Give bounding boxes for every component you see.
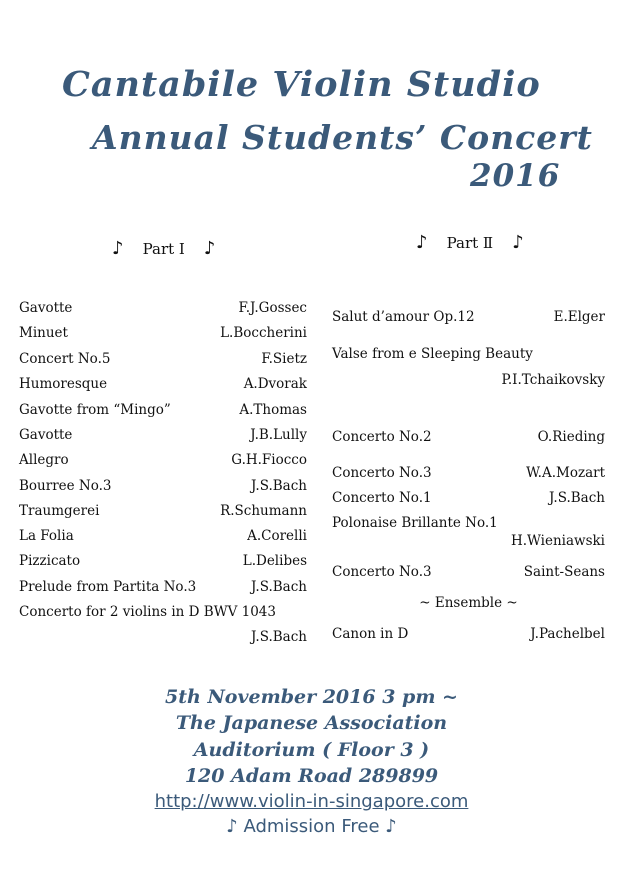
concert-year: 2016 (470, 158, 561, 194)
piece-title: La Folia (19, 528, 74, 544)
composer: J.S.Bach (251, 478, 307, 494)
composer: O.Rieding (537, 429, 605, 445)
website-link[interactable]: http://www.violin-in-singapore.com (154, 791, 469, 812)
piece-title: Salut d’amour Op.12 (332, 309, 475, 325)
admission-note: ♪ Admission Free ♪ (226, 816, 397, 837)
piece-title: Concerto No.3 (332, 465, 432, 481)
part-two-label: Part Ⅱ (446, 234, 494, 252)
composer: E.Elger (553, 309, 605, 325)
piece-title: Canon in D (332, 626, 409, 642)
composer: J.S.Bach (251, 579, 307, 595)
venue-name: The Japanese Association (175, 712, 448, 734)
composer: Saint-Seans (523, 564, 605, 580)
composer: F.J.Gossec (238, 300, 307, 316)
part-one-label: Part Ⅰ (142, 240, 185, 258)
piece-title: Prelude from Partita No.3 (19, 579, 197, 595)
piece-title: Concerto No.1 (332, 490, 432, 506)
composer: J.S.Bach (549, 490, 605, 506)
piece-title: Concerto No.3 (332, 564, 432, 580)
piece-title: Traumgerei (19, 503, 100, 519)
piece-title: Gavotte (19, 300, 73, 316)
piece-title: Valse from e Sleeping Beauty (332, 346, 533, 362)
part-one-program (19, 300, 307, 645)
composer: A.Dvorak (243, 376, 307, 392)
event-date-time: 5th November 2016 3 pm ~ (165, 686, 458, 708)
composer: L.Boccherini (220, 325, 307, 341)
music-note-icon: ♪ (203, 238, 216, 259)
piece-title: Gavotte from “Mingo” (19, 402, 171, 418)
venue-address: 120 Adam Road 289899 (184, 765, 439, 787)
piece-title: Minuet (19, 325, 68, 341)
part-one-heading (112, 238, 215, 259)
piece-title: Humoresque (19, 376, 108, 392)
piece-title: Concerto No.2 (332, 429, 432, 445)
composer: J.B.Lully (250, 427, 307, 443)
piece-title: Gavotte (19, 427, 73, 443)
music-note-icon: ♪ (512, 232, 524, 253)
venue-room: Auditorium ( Floor 3 ) (193, 739, 430, 761)
concert-title: Annual Students’ Concert (92, 118, 593, 157)
piece-title: Bourree No.3 (19, 478, 112, 494)
composer: L.Delibes (242, 553, 307, 569)
composer: A.Corelli (247, 528, 307, 544)
piece-title: Polonaise Brillante No.1 (332, 515, 498, 531)
composer: G.H.Fiocco (231, 452, 307, 468)
composer: A.Thomas (239, 402, 307, 418)
composer: H.Wieniawski (510, 533, 605, 549)
piece-title: Concert No.5 (19, 351, 111, 367)
ensemble-heading (332, 595, 605, 611)
composer: W.A.Mozart (526, 465, 605, 481)
composer: R.Schumann (220, 503, 307, 519)
studio-title: Cantabile Violin Studio (62, 64, 541, 105)
music-note-icon: ♪ (112, 238, 124, 259)
piece-title: Allegro (19, 452, 69, 468)
composer: J.S.Bach (251, 629, 307, 645)
piece-title: Concerto for 2 violins in D BWV 1043 (19, 604, 276, 620)
composer: J.Pachelbel (530, 626, 605, 642)
music-note-icon: ♪ (416, 232, 428, 253)
composer: P.I.Tchaikovsky (501, 372, 605, 388)
composer: F.Sietz (261, 351, 307, 367)
part-two-heading (416, 232, 524, 253)
piece-title: Pizzicato (19, 553, 81, 569)
part-two-program (332, 309, 605, 649)
ensemble-label: ~ Ensemble ~ (419, 595, 518, 611)
